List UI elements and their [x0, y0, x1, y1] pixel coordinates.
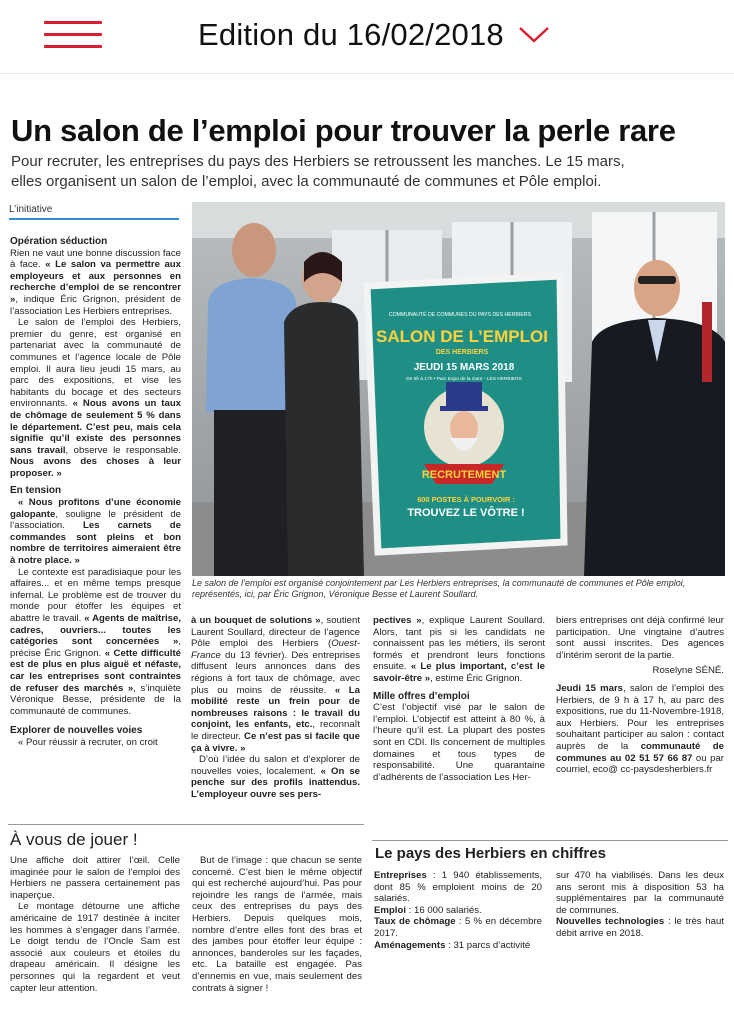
quote: « Nous avons un taux de chômage de seulement 5 % dans le département. C’est peu, mais cela signifie qu’il existe des personnes sans travail: [10, 398, 182, 456]
quote: « Cette difficulté est de plus en plus aiguë et néfaste, car les entreprises sont contraintes de refuser des marchés »: [10, 647, 181, 694]
lead-line-2: elles organisent un salon de l’emploi, avec la communauté de communes et Pôle emploi.: [11, 173, 602, 190]
subhead: Opération séduction: [10, 236, 108, 247]
text: Le montage détourne une affiche américaine de 1917 destinée à inciter les hommes à s’engager dans l’armée. Le doigt tendu de l’Oncle Sam est associé aux couleurs et étoiles du drapeau américain. Il désigne les personnes qui la regardent et veut capter leur attention.: [10, 901, 180, 994]
jouer-title: À vous de jouer !: [10, 830, 138, 849]
quote: « Le salon va permettre aux employeurs et aux personnes en recherche d’emploi de se rencontrer »: [10, 259, 182, 305]
label: Aménagements: [374, 939, 446, 951]
text: biers entreprises ont déjà confirmé leur participation. Une vingtaine d’autres sont aussi inscrites. Des agences d’intérim seront de la partie.: [556, 615, 724, 661]
value: : 31 parcs d’activité: [445, 939, 531, 951]
poster-org: COMMUNAUTÉ DE COMMUNES DU PAYS DES HERBIERS: [388, 312, 532, 318]
text: But de l’image : que chacun se sente concerné. C’est bien le même objectif qui est recherché aujourd’hui. Pas pour rejoindre les rangs de l’armée, mais ceux des entreprises du pays des Herbiers. Depuis quelques mois, nombre d’entre elles font des bras et des jambes pour étoffer leur équipe : annonces, banderoles sur les façades, etc. La bataille est engagée. Pas d’ennemis en vue, mais seulement des contrats à signer !: [192, 855, 362, 994]
poster-posts: 600 POSTES À POURVOIR :: [417, 495, 515, 504]
quote: pectives »: [373, 615, 422, 626]
chiffres-column-1: [374, 870, 542, 951]
poster-banner: RECRUTEMENT: [421, 469, 507, 481]
text: , reconnaît le directeur.: [191, 719, 360, 742]
poster-hours: De 9h à 17h • Parc Expo de la Gare - LES HERBIERS: [406, 377, 522, 382]
section-divider: [372, 840, 728, 841]
photo-caption: Le salon de l’emploi est organisé conjointement par Les Herbiers entreprises, la communauté de communes et Pôle emploi, représentés, ici, par Éric Grignon, Véronique Besse et Laurent Soullard.: [192, 578, 686, 599]
section-divider: [8, 824, 364, 825]
source: Ouest-France: [191, 638, 360, 661]
text: , salon de l’emploi des Herbiers, de 9 h à 17 h, au parc des expositions, rue du 11-Novembre-1918, aux Herbiers. Pour les entreprises souhaitant participer au salon : contact auprès de la: [556, 682, 724, 752]
label: Entreprises: [374, 870, 427, 881]
text: , soutient Laurent Soullard, directeur de l’agence Pôle emploi des Herbiers (: [191, 615, 361, 650]
jouer-column-1: [10, 855, 180, 994]
article-headline: Un salon de l’emploi pour trouver la perle rare: [11, 113, 676, 148]
article-lead: [11, 152, 711, 192]
subhead: Mille offres d’emploi: [373, 690, 470, 702]
value: : 1 940 établissements, dont 85 % emploient moins de 20 salariés.: [374, 870, 542, 905]
text: Une affiche doit attirer l’œil. Celle imaginée pour le salon de l’emploi des Herbiers ne passera certainement pas inaperçue.: [10, 855, 180, 901]
chiffres-title: Le pays des Herbiers en chiffres: [375, 845, 606, 862]
quote: « La mobilité reste un frein pour de nombreuses raisons : le travail du conjoint, les enfants, etc.: [191, 684, 361, 731]
text: Le contexte est paradisiaque pour les affaires... et en même temps presque infernal. Le problème est de trouver du monde pour étoffer les équipes et abattre le travail.: [10, 566, 181, 624]
label: Taux de chômage: [374, 916, 456, 928]
lead-line-1: Pour recruter, les entreprises du pays des Herbiers se retroussent les manches. Le 15 mars,: [11, 153, 625, 170]
article-column-4: [556, 615, 724, 776]
poster-date: JEUDI 15 MARS 2018: [413, 362, 515, 373]
article-column-2: [191, 615, 360, 801]
quote: « On se penche sur des profils inattendus. L’employeur ouvre ses pers-: [191, 765, 360, 800]
text: , explique Laurent Soullard. Alors, tant pis si les candidats ne connaissent pas les métiers, ils seront formés et prendront leurs fonctions ensuite.: [373, 615, 545, 673]
quote: « Agents de maîtrise, cadres, ouvriers... toutes les catégories sont concernées »: [10, 613, 181, 648]
text: Le salon de l’emploi des Herbiers, premier du genre, est organisé en partenariat avec la communauté de communes et l’agence locale de Pôle emploi. Il aura lieu jeudi 15 mars, au parc des expositions, et vise les habitants du bocage et des secteurs environnants.: [10, 317, 181, 410]
app-bar: [0, 0, 734, 74]
author-signature: Roselyne SÉNÉ.: [652, 665, 724, 677]
contact-phone: communauté de communes au 02 51 57 66 87: [556, 740, 724, 764]
quote: à un bouquet de solutions »: [191, 615, 321, 626]
edition-selector[interactable]: [198, 15, 550, 55]
quote: Nous avons des choses à leur proposer. »: [10, 456, 181, 479]
poster-subtitle: DES HERBIERS: [435, 349, 489, 356]
value: : 5 % en décembre 2017.: [374, 916, 542, 939]
subhead: En tension: [10, 485, 62, 497]
text: C’est l’objectif visé par le salon de l’emploi. L’objectif est atteint à 80 %, à l’heure qu’il est. La plupart des postes sont en CDI. Ils concernent de multiples domaines et tous types de responsabilité. Une quarantaine d’adhérents de l’association Les Her-: [373, 702, 545, 783]
article-column-1: [10, 236, 181, 749]
text: Rien ne vaut une bonne discussion face à face.: [10, 247, 181, 271]
quote: « Nous profitons d’une économie galopante: [10, 497, 181, 520]
value: : le très haut débit arrive en 2018.: [556, 916, 724, 939]
section-kicker: L’initiative: [9, 204, 179, 220]
contact-email: ou par courriel, eco@ cc-paysdesherbiers.fr: [556, 752, 724, 776]
hamburger-menu-icon[interactable]: [44, 21, 102, 49]
label: Nouvelles technologies: [556, 916, 665, 928]
subhead: Explorer de nouvelles voies: [10, 725, 143, 737]
value: : 16 000 salariés.: [405, 904, 482, 916]
photo-illustration: [192, 202, 725, 576]
text: , estime Éric Grignon.: [430, 672, 523, 684]
poster-slogan: TROUVEZ LE VÔTRE !: [407, 507, 525, 519]
article-photo: [192, 202, 725, 576]
jouer-column-2: [192, 855, 362, 994]
text: « Pour réussir à recruter, on croit: [18, 736, 158, 748]
label: Emploi: [374, 904, 406, 916]
text: D’où l’idée du salon et d’explorer de nouvelles voies, localement.: [191, 754, 360, 777]
text: , observe le responsable.: [65, 444, 181, 456]
edition-date: Edition du 16/02/2018: [198, 17, 504, 52]
text: du 13 février). Des entreprises diffusent leurs annonces dans des régions à fort taux de chômage, avec plus ou moins de réussite.: [191, 649, 360, 696]
event-date: Jeudi 15 mars: [556, 682, 624, 694]
article-column-3: [373, 615, 545, 783]
poster-title: SALON DE L’EMPLOI: [376, 327, 548, 346]
quote: Ce n’est pas si facile que ça à vivre. »: [191, 730, 360, 754]
text: sur 470 ha viabilisés. Dans les deux ans seront mis à disposition 53 ha supplémentaires par la communauté de communes.: [556, 870, 724, 916]
text: , souligne le président de l’association.: [10, 508, 181, 532]
quote: « Le plus important, c’est le savoir-être »: [373, 661, 545, 684]
event-poster: [367, 276, 564, 552]
quote: Les carnets de commandes sont pleins et bon nombre de territoires aimeraient être à notre place. »: [10, 520, 181, 567]
text: , précise Éric Grignon.: [10, 636, 181, 659]
text: , indique Éric Grignon, président de l’association Les Herbiers entreprises.: [10, 293, 181, 317]
chevron-down-icon: [518, 26, 550, 44]
chiffres-column-2: [556, 870, 724, 940]
text: , s’inquiète Véronique Besse, présidente de la communauté de communes.: [10, 682, 181, 717]
